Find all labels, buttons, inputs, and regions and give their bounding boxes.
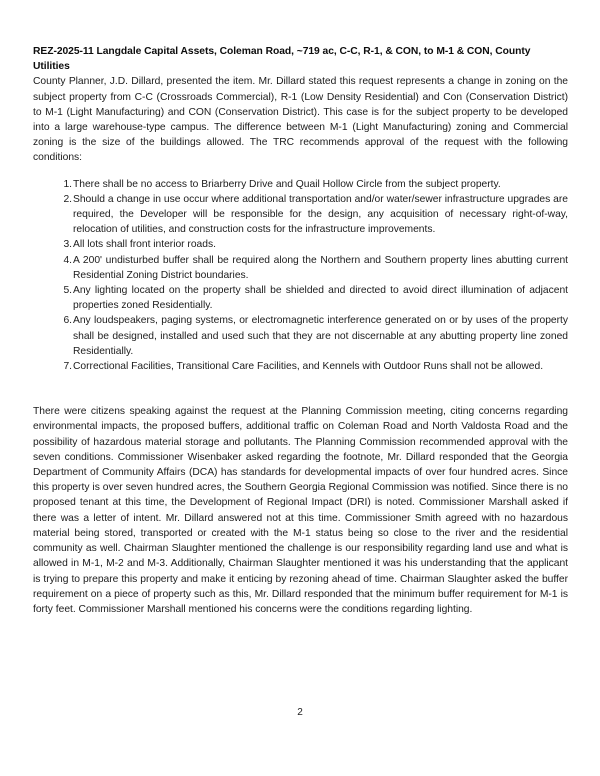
- condition-item-1: There shall be no access to Briarberry Drive and Quail Hollow Circle from the subject property.: [73, 178, 501, 190]
- condition-item-6: Any loudspeakers, paging systems, or electromagnetic interference generated on or by uses of the property shall be designed, installed and used such that they are not discernable at any abutting property line zoned Residentially.: [73, 315, 568, 357]
- condition-item-2: Should a change in use occur where additional transportation and/or water/sewer infrastructure upgrades are required, the Developer will be responsible for the design, any acquisition of necessary right-of-way, relocation of utilities, and construction costs for the infrastructure improvements.: [73, 193, 568, 236]
- paragraph-spacer: [33, 374, 568, 391]
- page-number: 2: [297, 707, 303, 718]
- page-title: [33, 44, 568, 74]
- condition-item-5: Any lighting located on the property shall be shielded and directed to avoid direct illumination of adjacent properties zoned Residentially.: [73, 285, 568, 312]
- condition-item-3: All lots shall front interior roads.: [73, 239, 216, 251]
- discussion-paragraph: There were citizens speaking against the request at the Planning Commission meeting, citing concerns regarding environmental impacts, the proposed buffers, additional traffic on Coleman Road and North Valdosta Road and the possibility of hazardous material storage and pollutants. The Planning Commission recommended approval with the seven conditions. Commissioner Wisenbaker asked regarding the footnote, Mr. Dillard responded that the Georgia Department of Community Affairs (DCA) has standards for developmental impacts of over four hundred acres. Since this property is over seven hundred acres, the Southern Georgia Regional Commission was notified. Since there is no proposed tenant at this time, the Development of Regional Impact (DRI) is noted. Commissioner Marshall asked if there was a letter of intent. Mr. Dillard answered not at this time. Commissioner Smith agreed with no hazardous material being stored, transported or created with the M-1 status being so close to the river and the residential community as well. Chairman Slaughter mentioned the challenge is our responsibility regarding land use and what is allowed in M-1, M-2 and M-3. Additionally, Chairman Slaughter mentioned it was his understanding that the applicant is trying to prepare this property and make it enticing by rezoning ahead of time. Chairman Slaughter asked the buffer requirement on a piece of property such as this, Mr. Dillard responded that the minimum buffer requirement for M-1 is forty feet. Commissioner Marshall mentioned his concerns were the conditions regarding lighting.: [33, 406, 568, 615]
- condition-item-4: A 200' undisturbed buffer shall be required along the Northern and Southern property lines abutting current Residential Zoning District boundaries.: [73, 254, 568, 281]
- page-content: [33, 44, 568, 617]
- intro-paragraph: County Planner, J.D. Dillard, presented the item. Mr. Dillard stated this request represents a change in zoning on the subject property from C-C (Crossroads Commercial), R-1 (Low Density Residential) and Con (Conservation District) to M-1 (Light Manufacturing) and CON (Conservation District). This case is for the subject property to be developed into a large warehouse-type campus. The difference between M-1 (Light Manufacturing) zoning and Commercial zoning is the size of the buildings allowed. The TRC recommends approval of the request with the following conditions:: [33, 76, 568, 164]
- page-title-line-1: REZ-2025-11 Langdale Capital Assets, Coleman Road, ~719 ac, C-C, R-1, & CON, to M-1 & CON,: [33, 46, 493, 57]
- page-title-line-2: County Utilities: [33, 46, 531, 73]
- conditions-list: [33, 177, 568, 375]
- condition-item-7: Correctional Facilities, Transitional Care Facilities, and Kennels with Outdoor Runs shall not be allowed.: [73, 361, 544, 373]
